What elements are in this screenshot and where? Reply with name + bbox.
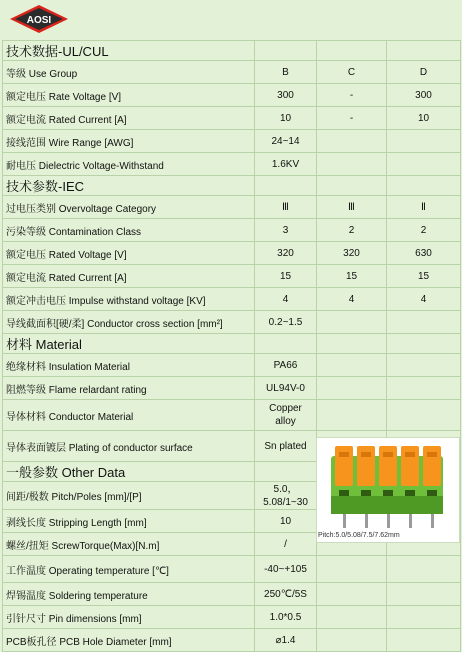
row-label: PCB板孔径 PCB Hole Diameter [mm] xyxy=(3,629,255,652)
row-label: 等级 Use Group xyxy=(3,61,255,84)
cell-value: Copper alloy xyxy=(255,400,317,431)
cell-c: 320 xyxy=(317,242,387,265)
cell-c: Ⅲ xyxy=(317,196,387,219)
header-bar xyxy=(0,0,462,40)
row-label: 剥线长度 Stripping Length [mm] xyxy=(3,510,255,533)
row-label: 导线截面积[硬/柔] Conductor cross section [mm²] xyxy=(3,311,255,334)
cell-d: 10 xyxy=(387,107,461,130)
row-label: 引针尺寸 Pin dimensions [mm] xyxy=(3,606,255,629)
row-label: 间距/极数 Pitch/Poles [mm]/[P] xyxy=(3,482,255,510)
cell-d xyxy=(387,153,461,176)
table-row xyxy=(3,265,461,288)
row-label: 污染等级 Contamination Class xyxy=(3,219,255,242)
cell-value: ⌀1.4 xyxy=(255,629,317,652)
cell-c xyxy=(317,130,387,153)
section-title: 技术数据-UL/CUL xyxy=(3,41,255,61)
cell-c: 15 xyxy=(317,265,387,288)
cell-b: 10 xyxy=(255,107,317,130)
row-label: 过电压类别 Overvoltage Category xyxy=(3,196,255,219)
cell-d: 4 xyxy=(387,288,461,311)
cell-c: 2 xyxy=(317,219,387,242)
cell-b: 300 xyxy=(255,84,317,107)
cell-b: 0.2~1.5 xyxy=(255,311,317,334)
table-row xyxy=(3,400,461,431)
row-label: 额定电压 Rated Voltage [V] xyxy=(3,242,255,265)
cell-d xyxy=(387,311,461,334)
cell-b: 320 xyxy=(255,242,317,265)
table-row xyxy=(3,311,461,334)
cell-b: 4 xyxy=(255,288,317,311)
table-row xyxy=(3,354,461,377)
table-row xyxy=(3,629,461,652)
row-label: 工作温度 Operating temperature [℃] xyxy=(3,556,255,583)
section-ul-header xyxy=(3,41,461,61)
cell-b: Ⅲ xyxy=(255,196,317,219)
row-label: 绝缘材料 Insulation Material xyxy=(3,354,255,377)
logo-text: AOSI xyxy=(26,15,52,26)
table-row xyxy=(3,606,461,629)
cell-b: 3 xyxy=(255,219,317,242)
section-title: 一般参数 Other Data xyxy=(3,462,255,482)
table-row xyxy=(3,107,461,130)
cell-b: 24~14 xyxy=(255,130,317,153)
cell-c: C xyxy=(317,61,387,84)
photo-caption: Pitch:5.0/5.08/7.5/7.62mm xyxy=(318,532,400,539)
cell-value: 1.0*0.5 xyxy=(255,606,317,629)
cell-c xyxy=(317,153,387,176)
cell-d: D xyxy=(387,61,461,84)
row-label: 额定冲击电压 Impulse withstand voltage [KV] xyxy=(3,288,255,311)
cell-b: B xyxy=(255,61,317,84)
cell-c: - xyxy=(317,84,387,107)
table-row xyxy=(3,242,461,265)
cell-value: -40~+105 xyxy=(255,556,317,583)
row-label: 阻燃等级 Flame relardant rating xyxy=(3,377,255,400)
table-row xyxy=(3,583,461,606)
table-row xyxy=(3,153,461,176)
section-title: 技术参数-IEC xyxy=(3,176,255,196)
cell-c: 4 xyxy=(317,288,387,311)
cell-d xyxy=(387,130,461,153)
table-row xyxy=(3,219,461,242)
cell-c xyxy=(317,311,387,334)
row-label: 额定电流 Rated Current [A] xyxy=(3,107,255,130)
row-label: 螺丝/扭矩 ScrewTorque(Max)[N.m] xyxy=(3,533,255,556)
row-label: 导体材料 Conductor Material xyxy=(3,400,255,431)
cell-c: - xyxy=(317,107,387,130)
section-material-header xyxy=(3,334,461,354)
row-label: 焊锡温度 Soldering temperature xyxy=(3,583,255,606)
terminal-block-illustration xyxy=(317,438,459,542)
table-row xyxy=(3,130,461,153)
cell-d: 15 xyxy=(387,265,461,288)
table-row xyxy=(3,288,461,311)
aosi-logo xyxy=(6,4,72,34)
cell-value: Sn plated xyxy=(255,431,317,462)
row-label: 额定电流 Rated Current [A] xyxy=(3,265,255,288)
cell-d: 300 xyxy=(387,84,461,107)
row-label: 耐电压 Dielectric Voltage-Withstand xyxy=(3,153,255,176)
row-label: 接线范围 Wire Range [AWG] xyxy=(3,130,255,153)
cell-d: 630 xyxy=(387,242,461,265)
cell-value: / xyxy=(255,533,317,556)
table-row xyxy=(3,61,461,84)
cell-value: UL94V-0 xyxy=(255,377,317,400)
spec-table xyxy=(2,40,461,652)
table-row xyxy=(3,377,461,400)
section-iec-header xyxy=(3,176,461,196)
cell-b: 1.6KV xyxy=(255,153,317,176)
cell-d: 2 xyxy=(387,219,461,242)
cell-value: 5.0，5.08/1~30 xyxy=(255,482,317,510)
row-label: 导体表面镀层 Plating of conductor surface xyxy=(3,431,255,462)
section-title: 材料 Material xyxy=(3,334,255,354)
cell-value: 250℃/5S xyxy=(255,583,317,606)
product-photo xyxy=(316,437,460,543)
table-row xyxy=(3,196,461,219)
cell-d: Ⅱ xyxy=(387,196,461,219)
row-label: 额定电压 Rate Voltage [V] xyxy=(3,84,255,107)
cell-value: 10 xyxy=(255,510,317,533)
cell-value: PA66 xyxy=(255,354,317,377)
cell-b: 15 xyxy=(255,265,317,288)
table-row xyxy=(3,556,461,583)
table-row xyxy=(3,84,461,107)
